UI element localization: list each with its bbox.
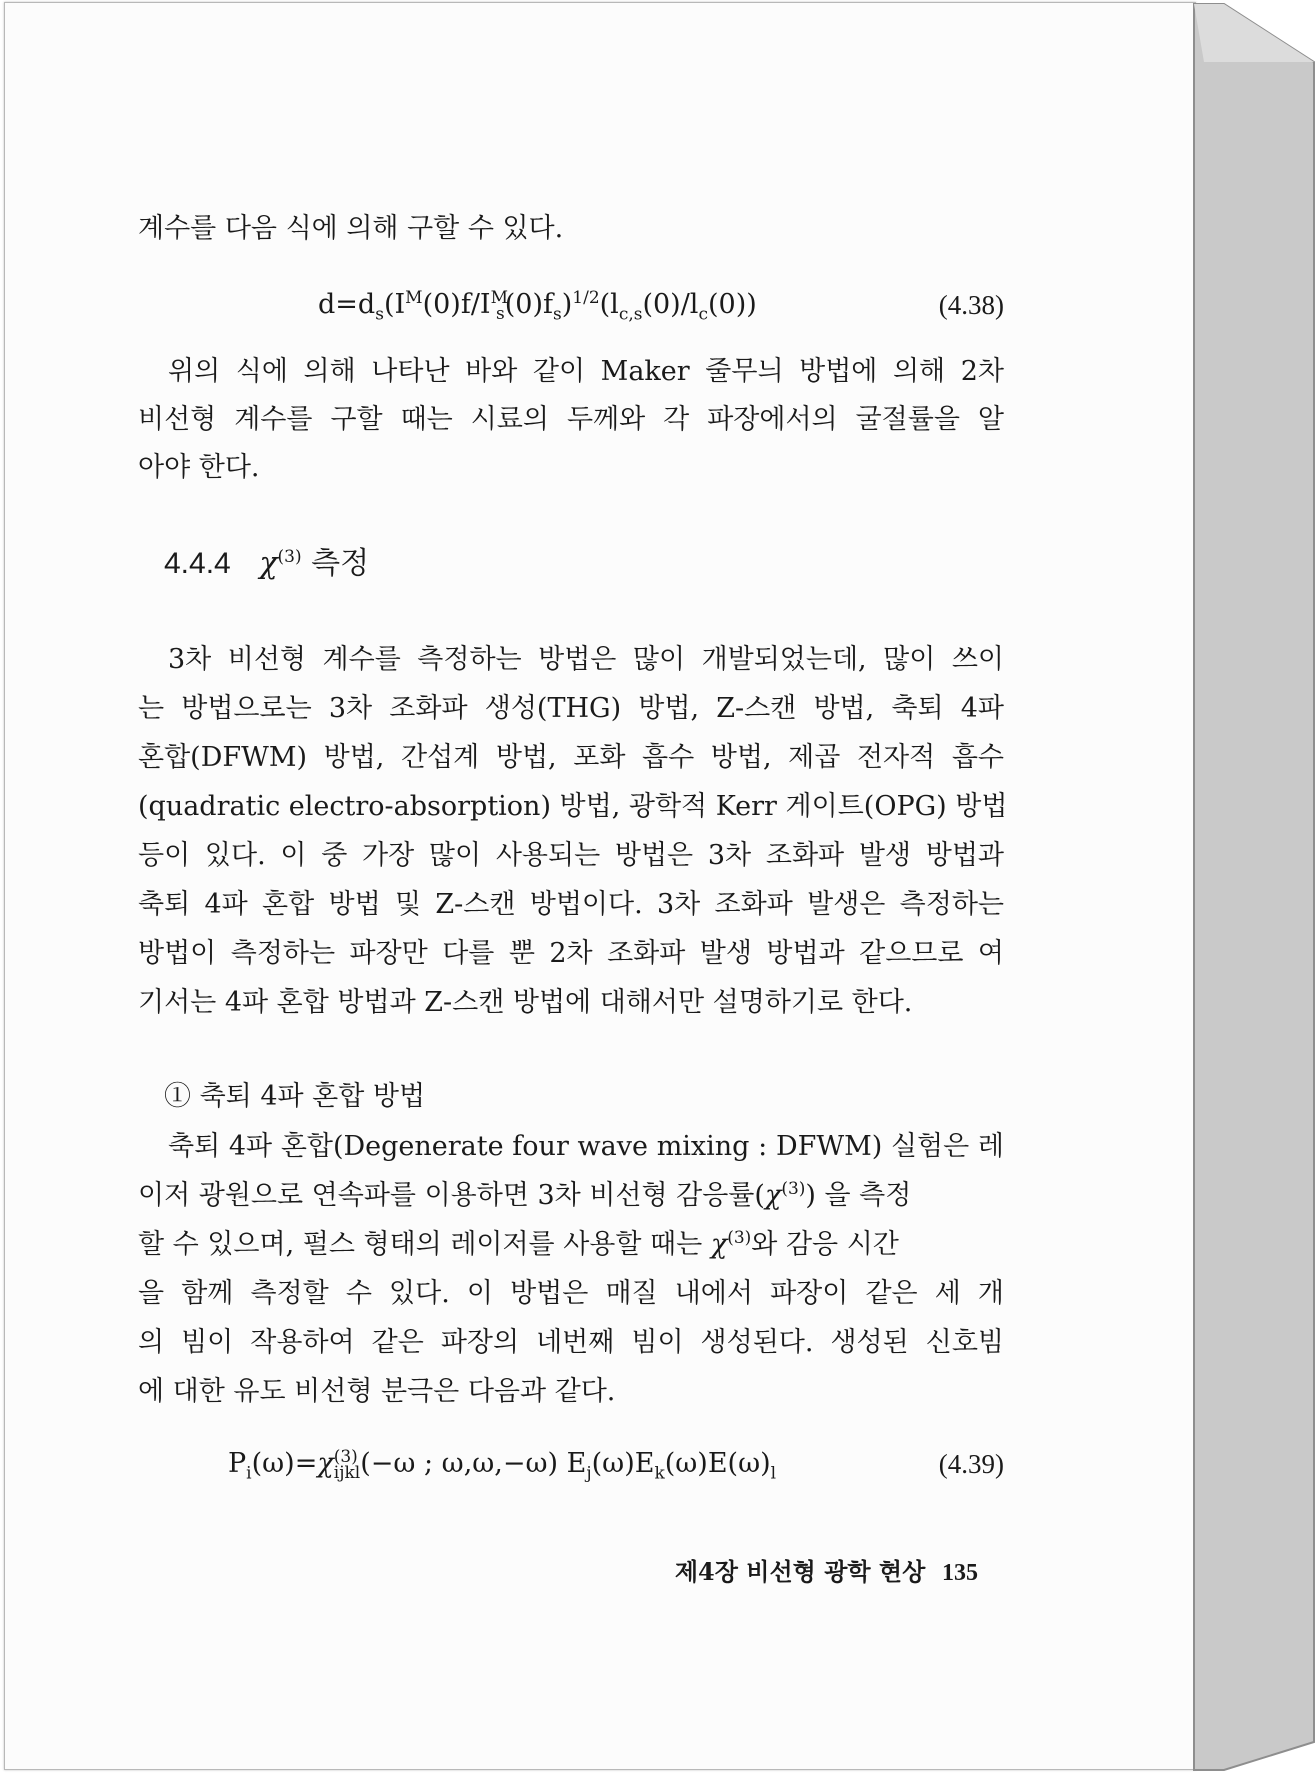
para1-line-1: 위의 식에 의해 나타난 바와 같이 Maker 줄무늬 방법에 의해 2차 bbox=[168, 356, 1004, 387]
page-footer bbox=[675, 1555, 978, 1590]
para3-line-5: 의 빔이 작용하여 같은 파장의 네번째 빔이 생성된다. 생성된 신호빔 bbox=[138, 1327, 1004, 1358]
para1-line-2: 비선형 계수를 구할 때는 시료의 두께와 각 파장에서의 굴절률을 알 bbox=[138, 404, 1004, 435]
para3-line-6: 에 대한 유도 비선형 분극은 다음과 같다. bbox=[138, 1376, 616, 1407]
equation-4-38: $d=d_s(I^M(0)f/I^M_s(0)f_s)^{1/2}(l_{c,s}(0)/l_c(0))$ bbox=[318, 288, 757, 325]
equation-number-4-38: (4.38) bbox=[938, 290, 1004, 320]
subsection-heading: ① 축퇴 4파 혼합 방법 bbox=[164, 1081, 426, 1112]
para2-line-7: 방법이 측정하는 파장만 다를 뿐 2차 조화파 발생 방법과 같으므로 여 bbox=[138, 938, 1004, 969]
para2-line-1: 3차 비선형 계수를 측정하는 방법은 많이 개발되었는데, 많이 쓰이 bbox=[168, 644, 1004, 675]
para3-line-3: 할 수 있으며, 펄스 형태의 레이저를 사용할 때는 $\chi^{(3)}$와 감응 시간 bbox=[138, 1228, 899, 1260]
para2-line-4: (quadratic electro-absorption) 방법, 광학적 Kerr 게이트(OPG) 방법 bbox=[138, 791, 1008, 822]
page-number: 135 bbox=[942, 1560, 978, 1586]
para3-line-2: 이저 광원으로 연속파를 이용하면 3차 비선형 감응률$(\chi^{(3)})$ 을 측정 bbox=[138, 1179, 912, 1211]
para3-line-1: 축퇴 4파 혼합(Degenerate four wave mixing : DFWM) 실험은 레 bbox=[168, 1131, 1004, 1162]
para2-line-8: 기서는 4파 혼합 방법과 Z-스캔 방법에 대해서만 설명하기로 한다. bbox=[138, 987, 913, 1018]
section-heading: 4.4.4 $\chi^{(3)}$ 측정 bbox=[164, 546, 370, 581]
intro-line: 계수를 다음 식에 의해 구할 수 있다. bbox=[138, 213, 564, 244]
footer-chapter: 제4장 비선형 광학 현상 bbox=[674, 1557, 926, 1586]
page-stack-edge bbox=[1190, 0, 1316, 1773]
para1-line-3: 아야 한다. bbox=[138, 452, 260, 483]
equation-number-4-39: (4.39) bbox=[938, 1449, 1004, 1479]
para2-line-2: 는 방법으로는 3차 조화파 생성(THG) 방법, Z-스캔 방법, 축퇴 4파 bbox=[138, 693, 1004, 724]
para3-line-4: 을 함께 측정할 수 있다. 이 방법은 매질 내에서 파장이 같은 세 개 bbox=[138, 1278, 1004, 1309]
para2-line-6: 축퇴 4파 혼합 방법 및 Z-스캔 방법이다. 3차 조화파 발생은 측정하는 bbox=[138, 889, 1004, 920]
equation-4-39: $P_i(\omega)=\chi^{(3)}_{ijkl}(-\omega$ ; ω,ω,−ω) $E_j(\omega)E_k(\omega)E(\omega)_l$ bbox=[228, 1447, 777, 1484]
para2-line-5: 등이 있다. 이 중 가장 많이 사용되는 방법은 3차 조화파 발생 방법과 bbox=[138, 840, 1004, 871]
para2-line-3: 혼합(DFWM) 방법, 간섭계 방법, 포화 흡수 방법, 제곱 전자적 흡수 bbox=[138, 742, 1004, 773]
